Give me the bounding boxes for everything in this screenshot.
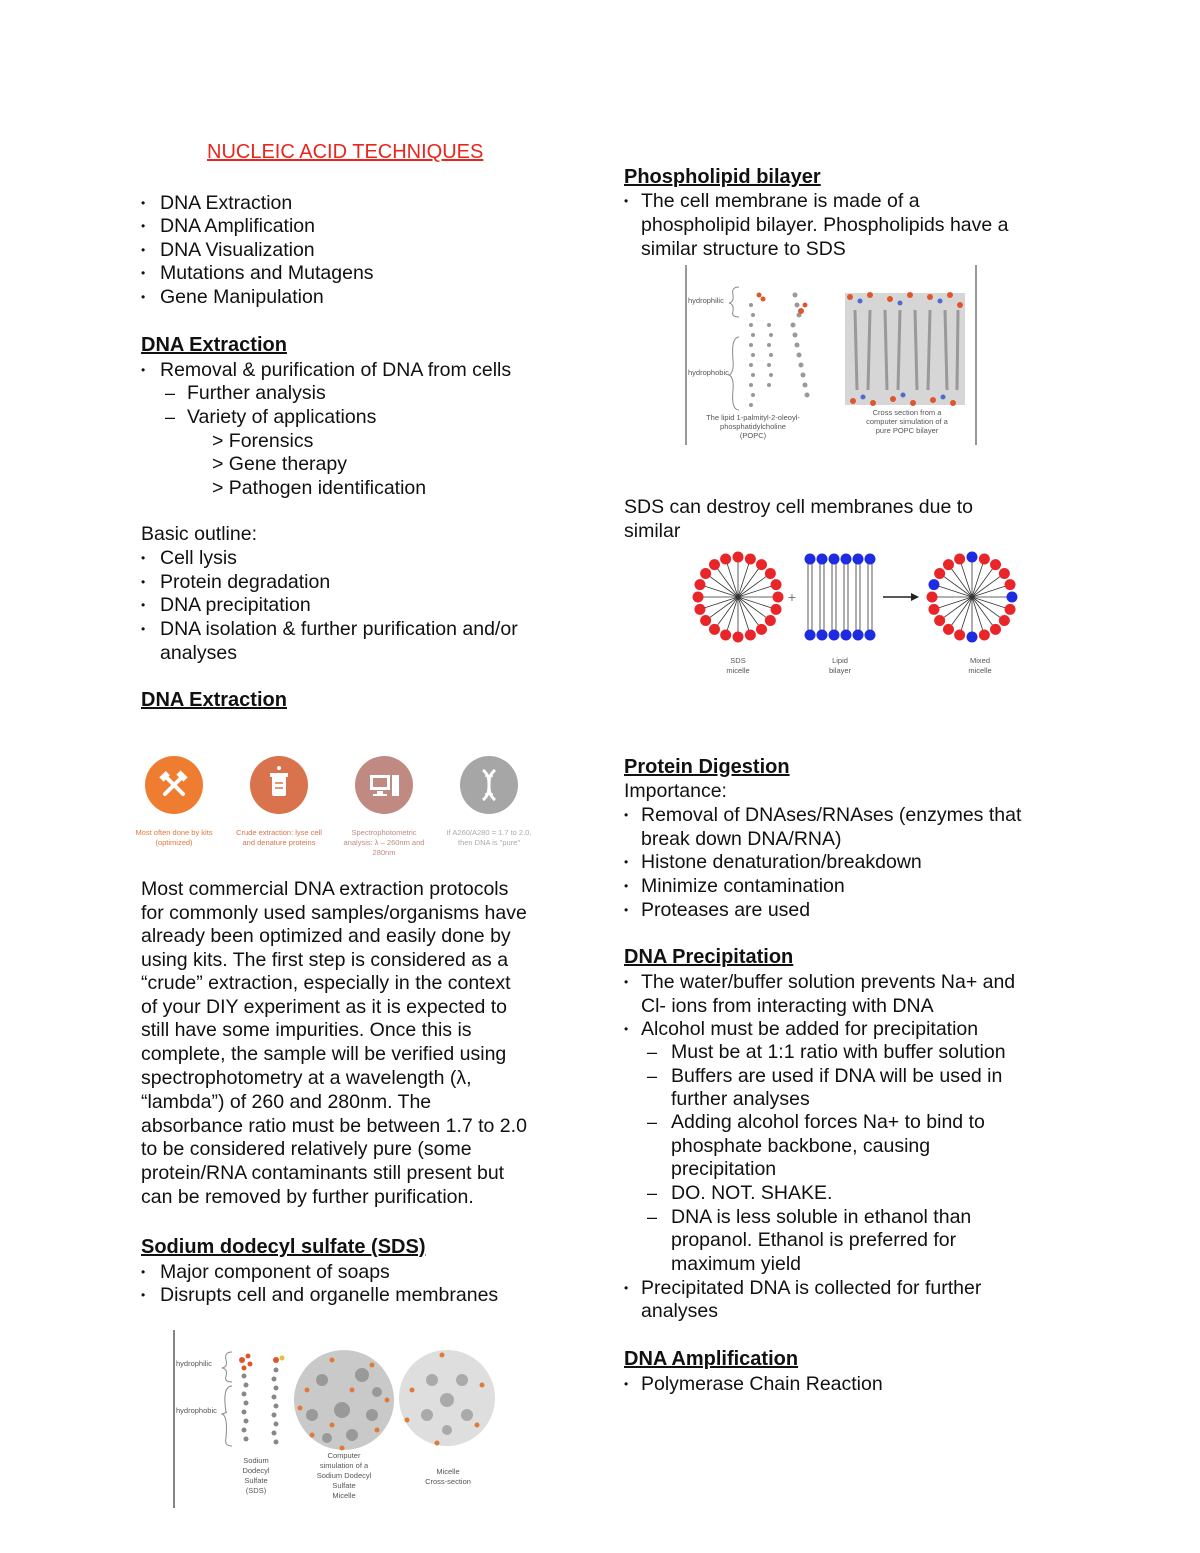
head-dot [928,579,939,590]
tail-line [948,597,972,629]
bullet-dot: • [141,290,146,304]
head-dot [928,604,939,615]
micelle-mixing-figure [685,545,1030,680]
bullet-dot: • [141,219,146,233]
dash-marker: – [165,383,176,403]
head-dot [1007,592,1018,603]
head-dot [943,624,954,635]
svg-text:simulation of a: simulation of a [319,1461,369,1470]
head-dot [865,554,876,565]
bullet-dot: • [624,855,629,869]
tail-line [972,597,1004,621]
precip-dash-item: Adding alcohol forces Na+ to bind to [671,1111,985,1133]
head-dot [853,630,864,641]
topic-item: Gene Manipulation [160,286,324,308]
head-dot [829,630,840,641]
precip-dash-item: propanol. Ethanol is preferred for [671,1229,957,1251]
paragraph-line: of your DIY experiment as it is expected to [141,996,507,1018]
bullet-dot: • [624,1377,629,1391]
head-dot [999,615,1010,626]
tail-line [714,565,738,597]
precip-dash-item: DNA is less soluble in ethanol than [671,1206,972,1228]
head-dot [771,604,782,615]
head-dot [979,553,990,564]
protein-bullet: Removal of DNAses/RNAses (enzymes that [641,804,1022,826]
head-dot [700,615,711,626]
head-dot [773,592,784,603]
tube-icon [250,756,308,814]
paragraph-line: “lambda”) of 260 and 280nm. The [141,1091,432,1113]
head-dot [954,553,965,564]
svg-text:computer simulation of a: computer simulation of a [866,417,948,426]
precip-bullet-cont: analyses [641,1300,718,1322]
svg-text:Sodium: Sodium [243,1456,269,1465]
head-dot [756,559,767,570]
outline-item: DNA precipitation [160,594,311,616]
head-dot [927,592,938,603]
tail-line [948,565,972,597]
bullet-dot: • [141,622,146,636]
tail-line [940,573,972,597]
section-heading-sds: Sodium dodecyl sulfate (SDS) [141,1236,426,1258]
head-dot [745,630,756,641]
head-dot [709,559,720,570]
svg-text:micelle: micelle [726,666,750,675]
extraction-steps-figure [130,752,550,862]
paragraph-line: using kits. The first step is considered as a [141,949,509,971]
dash-marker: – [165,407,176,427]
head-dot [756,624,767,635]
tail-line [972,559,984,597]
tail-line [972,597,984,635]
tail-line [700,597,738,609]
tail-line [934,585,972,597]
bullet-dot: • [141,551,146,565]
svg-text:phosphatidylcholine: phosphatidylcholine [720,422,786,431]
bullet-dot: • [624,903,629,917]
head-dot [694,579,705,590]
head-dot [694,604,705,615]
svg-text:hydrophobic: hydrophobic [688,368,729,377]
amp-bullet: Polymerase Chain Reaction [641,1373,883,1395]
section-heading-protein-digestion: Protein Digestion [624,756,790,778]
svg-text:pure POPC bilayer: pure POPC bilayer [875,426,939,435]
tail-line [960,597,972,635]
head-dot [990,559,1001,570]
svg-text:Computer: Computer [327,1451,361,1460]
head-dot [720,630,731,641]
head-dot [817,630,828,641]
sds-structure-figure [172,1330,512,1510]
lipid-bilayer-diagram [805,554,876,641]
dash-marker: – [647,1066,658,1086]
head-dot [967,632,978,643]
head-dot [693,592,704,603]
hydrophobic-label: hydrophobic [176,1406,217,1415]
paragraph-line: protein/RNA contaminants still present but [141,1162,505,1184]
precip-bullet: The water/buffer solution prevents Na+ and [641,971,1016,993]
protein-bullet-cont: break down DNA/RNA) [641,828,842,850]
sds-bullet: Major component of soaps [160,1261,390,1283]
svg-text:(POPC): (POPC) [739,431,767,440]
head-dot [943,559,954,570]
tail-line [972,597,996,629]
bullet-dot: • [141,598,146,612]
head-dot [954,630,965,641]
topic-item: DNA Amplification [160,215,315,237]
head-dot [805,630,816,641]
application-item: > Gene therapy [212,453,347,475]
svg-text:micelle: micelle [968,666,992,675]
head-dot [817,554,828,565]
tools-icon [145,756,203,814]
svg-text:Cross-section: Cross-section [425,1477,471,1486]
dna-icon [460,756,518,814]
precip-dash-item: maximum yield [671,1253,802,1275]
tail-line [738,559,750,597]
precip-dash-item: DO. NOT. SHAKE. [671,1182,833,1204]
precip-bullet: Precipitated DNA is collected for further [641,1277,982,1299]
paragraph-line: “crude” extraction, especially in the context [141,972,511,994]
head-dot [999,568,1010,579]
svg-text:Cross section from a: Cross section from a [872,408,942,417]
tail-line [972,597,1010,609]
section-heading-dna-extraction: DNA Extraction [141,334,287,356]
section-heading-dna-precipitation: DNA Precipitation [624,946,794,968]
bullet-dot: • [624,1022,629,1036]
svg-text:Sodium Dodecyl: Sodium Dodecyl [316,1471,372,1480]
precip-bullet-cont: Cl- ions from interacting with DNA [641,995,934,1017]
importance-label: Importance: [624,780,727,802]
head-dot [841,554,852,565]
topic-item: DNA Extraction [160,192,293,214]
tail-line [738,597,750,635]
tail-line [706,573,738,597]
svg-text:Micelle: Micelle [332,1491,356,1500]
paragraph-line: Most commercial DNA extraction protocols [141,878,509,900]
tail-line [960,559,972,597]
head-dot [805,554,816,565]
svg-text:SDS: SDS [730,656,746,665]
paragraph-line: for commonly used samples/organisms have [141,902,527,924]
precip-bullet: Alcohol must be added for precipitation [641,1018,979,1040]
head-dot [1005,579,1016,590]
bullet-dot: • [141,266,146,280]
plus-sign: + [787,589,797,605]
head-dot [865,630,876,641]
bilayer-line: similar structure to SDS [641,238,846,260]
tail-line [738,565,762,597]
head-dot [829,554,840,565]
bullet-dot: • [624,879,629,893]
outline-item-cont: analyses [160,642,237,664]
bullet-dot: • [624,808,629,822]
tail-line [972,573,1004,597]
head-dot [745,553,756,564]
tail-line [940,597,972,621]
svg-text:Lipid: Lipid [832,656,848,665]
tail-line [738,597,776,609]
head-dot [733,552,744,563]
sds-micelle-diagram [693,552,784,643]
tail-line [738,597,762,629]
tail-line [934,597,972,609]
protein-bullet: Minimize contamination [641,875,845,897]
head-dot [967,552,978,563]
precip-dash-item: further analyses [671,1088,810,1110]
dash-marker: – [647,1112,658,1132]
outline-item: Cell lysis [160,547,237,569]
head-dot [709,624,720,635]
precip-dash-item: Buffers are used if DNA will be used in [671,1065,1003,1087]
bullet-dot: • [141,1265,146,1279]
bullet-dot: • [624,975,629,989]
svg-text:bilayer: bilayer [828,666,852,675]
hydrophilic-label: hydrophilic [176,1359,212,1368]
precip-dash-item: Must be at 1:1 ratio with buffer solution [671,1041,1006,1063]
outline-item: DNA isolation & further purification and/or [160,618,518,640]
extraction-sub: Further analysis [187,382,326,404]
protein-bullet: Histone denaturation/breakdown [641,851,922,873]
topic-item: DNA Visualization [160,239,315,261]
precip-dash-item: precipitation [671,1158,777,1180]
dash-marker: – [647,1207,658,1227]
sds-note-line: similar [624,520,681,542]
bilayer-line: phospholipid bilayer. Phospholipids have a [641,214,1009,236]
extraction-bullet: Removal & purification of DNA from cells [160,359,512,381]
bullet-dot: • [141,1288,146,1302]
topic-item: Mutations and Mutagens [160,262,374,284]
svg-text:Dodecyl: Dodecyl [242,1466,270,1475]
paragraph-line: complete, the sample will be verified using [141,1043,507,1065]
head-dot [979,630,990,641]
sds-note-line: SDS can destroy cell membranes due to [624,496,974,518]
computer-icon [355,756,413,814]
head-dot [700,568,711,579]
head-dot [990,624,1001,635]
tail-line [738,573,770,597]
bullet-dot: • [141,196,146,210]
page-title: NUCLEIC ACID TECHNIQUES [207,141,484,163]
svg-text:(SDS): (SDS) [245,1486,267,1495]
arrow-icon [911,593,919,601]
tail-line [706,597,738,621]
bullet-dot: • [624,194,629,208]
dash-marker: – [647,1183,658,1203]
head-dot [934,615,945,626]
section-heading-dna-extraction-2: DNA Extraction [141,689,287,711]
paragraph-line: already been optimized and easily done by [141,925,511,947]
head-dot [765,615,776,626]
head-dot [720,553,731,564]
application-item: > Forensics [212,430,314,452]
application-item: > Pathogen identification [212,477,427,499]
bullet-dot: • [141,243,146,257]
paragraph-line: absorbance ratio must be between 1.7 to 2.0 [141,1115,527,1137]
outline-label: Basic outline: [141,523,257,545]
icon-caption: Crude extraction: lyse cell and denature proteins [236,828,322,847]
head-dot [765,568,776,579]
svg-text:Mixed: Mixed [969,656,991,665]
bullet-dot: • [141,363,146,377]
svg-text:Micelle: Micelle [436,1467,460,1476]
tail-line [726,597,738,635]
head-dot [733,632,744,643]
extraction-sub: Variety of applications [187,406,377,428]
svg-text:The lipid 1-palmityl-2-oleoyl-: The lipid 1-palmityl-2-oleoyl- [706,413,800,422]
icon-caption: Spectrophotometric analysis: λ – 260nm and 280nm [343,828,425,857]
dash-marker: – [647,1042,658,1062]
bilayer-line: The cell membrane is made of a [641,190,920,212]
tail-line [700,585,738,597]
tail-line [972,565,996,597]
svg-text:Sulfate: Sulfate [244,1476,268,1485]
head-dot [934,568,945,579]
section-heading-dna-amplification: DNA Amplification [624,1348,799,1370]
precip-dash-item: phosphate backbone, causing [671,1135,931,1157]
icon-caption: If A260/A280 = 1.7 to 2.0, then DNA is "pure" [446,828,532,847]
svg-text:Sulfate: Sulfate [332,1481,356,1490]
icon-caption: Most often done by kits (optimized) [135,828,213,847]
tail-line [738,597,770,621]
bullet-dot: • [141,575,146,589]
paragraph-line: still have some impurities. Once this is [141,1019,472,1041]
tail-line [726,559,738,597]
bullet-dot: • [624,1281,629,1295]
popc-bilayer-figure [685,265,980,445]
paragraph-line: spectrophotometry at a wavelength (λ, [141,1067,472,1089]
outline-item: Protein degradation [160,571,331,593]
head-dot [771,579,782,590]
protein-bullet: Proteases are used [641,899,811,921]
svg-text:hydrophilic: hydrophilic [688,296,724,305]
sds-bullet: Disrupts cell and organelle membranes [160,1284,499,1306]
tail-line [972,585,1010,597]
paragraph-line: to be considered relatively pure (some [141,1138,472,1160]
tail-line [714,597,738,629]
head-dot [1005,604,1016,615]
head-dot [853,554,864,565]
tail-line [738,585,776,597]
mixed-micelle-diagram [927,552,1018,643]
head-dot [841,630,852,641]
section-heading-phospholipid-bilayer: Phospholipid bilayer [624,166,821,188]
paragraph-line: can be removed by further purification. [141,1186,474,1208]
